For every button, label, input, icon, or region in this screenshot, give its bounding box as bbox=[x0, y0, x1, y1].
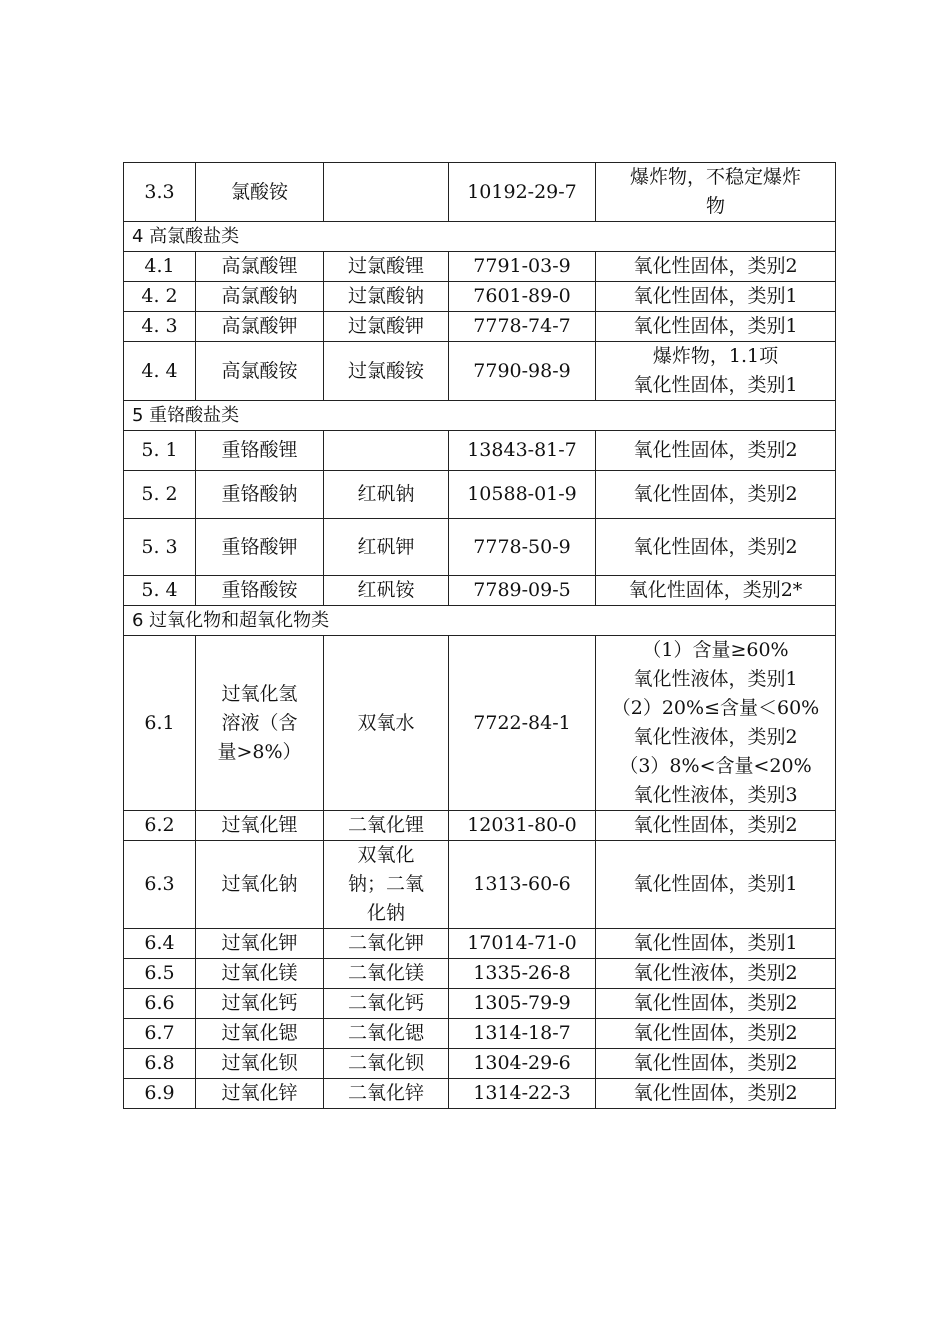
chemical-name-cell bbox=[196, 252, 324, 282]
hazard-class-cell bbox=[596, 252, 836, 282]
table-row bbox=[124, 1079, 836, 1109]
alias-cell bbox=[324, 519, 449, 576]
hazard-class-cell-line: 氧化性固体，类别1 bbox=[633, 374, 798, 396]
alias-cell-line: 双氧化 bbox=[357, 844, 415, 866]
alias-cell-line: 二氧化锶 bbox=[347, 1022, 424, 1044]
cas-number-cell: 1314-18-7 bbox=[449, 1019, 596, 1049]
hazard-class-cell bbox=[596, 519, 836, 576]
chemical-name-cell bbox=[196, 471, 324, 519]
chemical-name-cell-line: 高氯酸钠 bbox=[221, 285, 298, 307]
alias-cell-line: 过氯酸铵 bbox=[347, 359, 424, 382]
serial-number-cell: 4. 2 bbox=[124, 282, 196, 312]
chemical-name-cell-line: 重铬酸钾 bbox=[221, 535, 298, 558]
hazard-class-cell bbox=[596, 342, 836, 401]
hazard-class-cell-line: （3）8%<含量<20% bbox=[619, 755, 812, 777]
chemical-name-cell-line: 过氧化锶 bbox=[221, 1022, 298, 1044]
cas-number-cell: 13843-81-7 bbox=[449, 431, 596, 471]
chemical-name-cell-line: 高氯酸锂 bbox=[221, 255, 298, 277]
alias-cell-line: 双氧水 bbox=[357, 711, 415, 734]
table-row bbox=[124, 989, 836, 1019]
hazard-class-cell bbox=[596, 989, 836, 1019]
hazard-class-cell-line: （2）20%≤含量＜60% bbox=[611, 697, 820, 719]
cas-number-cell: 7778-50-9 bbox=[449, 519, 596, 576]
alias-cell bbox=[324, 841, 449, 929]
serial-number-cell: 4. 3 bbox=[124, 312, 196, 342]
chemical-name-cell bbox=[196, 1079, 324, 1109]
alias-cell-line: 二氧化锌 bbox=[347, 1082, 424, 1104]
table-row bbox=[124, 841, 836, 929]
hazard-class-cell bbox=[596, 1049, 836, 1079]
table-row bbox=[124, 1019, 836, 1049]
chemical-name-cell-line: 过氧化镁 bbox=[221, 962, 298, 984]
cas-number-cell: 1335-26-8 bbox=[449, 959, 596, 989]
serial-number-cell: 6.8 bbox=[124, 1049, 196, 1079]
hazard-class-cell-line: 爆炸物，1.1项 bbox=[652, 345, 779, 367]
category-row bbox=[124, 606, 836, 636]
category-heading: 5 重铬酸盐类 bbox=[124, 401, 836, 431]
hazard-class-cell-line: 氧化性固体，类别2 bbox=[633, 483, 798, 505]
chemical-name-cell-line: 高氯酸铵 bbox=[221, 359, 298, 382]
table-row bbox=[124, 959, 836, 989]
category-heading: 6 过氧化物和超氧化物类 bbox=[124, 606, 836, 636]
table-row bbox=[124, 431, 836, 471]
hazard-class-cell-line: 氧化性固体，类别2 bbox=[633, 535, 798, 558]
hazard-class-cell bbox=[596, 636, 836, 811]
alias-cell bbox=[324, 431, 449, 471]
chemical-name-cell bbox=[196, 576, 324, 606]
serial-number-cell: 6.2 bbox=[124, 811, 196, 841]
alias-cell bbox=[324, 312, 449, 342]
alias-cell bbox=[324, 1049, 449, 1079]
table-row bbox=[124, 471, 836, 519]
alias-cell bbox=[324, 282, 449, 312]
serial-number-cell: 6.6 bbox=[124, 989, 196, 1019]
chemical-name-cell-line: 重铬酸铵 bbox=[221, 579, 298, 601]
table-row bbox=[124, 252, 836, 282]
table-row bbox=[124, 576, 836, 606]
hazard-class-cell bbox=[596, 811, 836, 841]
hazard-class-cell-line: 氧化性固体，类别1 bbox=[633, 932, 798, 954]
chemical-name-cell-line: 过氧化锂 bbox=[221, 814, 298, 836]
cas-number-cell: 7791-03-9 bbox=[449, 252, 596, 282]
hazard-class-cell-line: 氧化性固体，类别1 bbox=[633, 873, 798, 895]
chemical-name-cell bbox=[196, 959, 324, 989]
alias-cell bbox=[324, 811, 449, 841]
hazard-class-cell bbox=[596, 312, 836, 342]
serial-number-cell: 5. 1 bbox=[124, 431, 196, 471]
serial-number-cell: 5. 4 bbox=[124, 576, 196, 606]
alias-cell-line: 二氧化钡 bbox=[347, 1052, 424, 1074]
hazard-class-cell-line: 氧化性固体，类别2 bbox=[633, 814, 798, 836]
alias-cell-line: 化钠 bbox=[366, 902, 405, 924]
serial-number-cell: 5. 3 bbox=[124, 519, 196, 576]
hazard-class-cell-line: 氧化性液体，类别1 bbox=[633, 668, 798, 690]
alias-cell-line: 红矾铵 bbox=[357, 579, 415, 601]
table-row bbox=[124, 163, 836, 222]
cas-number-cell: 17014-71-0 bbox=[449, 929, 596, 959]
chemical-name-cell bbox=[196, 811, 324, 841]
chemical-name-cell bbox=[196, 312, 324, 342]
chemical-name-cell-line: 过氧化钡 bbox=[221, 1052, 298, 1074]
hazard-class-cell bbox=[596, 282, 836, 312]
serial-number-cell: 6.5 bbox=[124, 959, 196, 989]
alias-cell-line: 二氧化镁 bbox=[347, 962, 424, 984]
table-row bbox=[124, 929, 836, 959]
serial-number-cell: 4.1 bbox=[124, 252, 196, 282]
cas-number-cell: 7778-74-7 bbox=[449, 312, 596, 342]
hazard-class-cell-line: 氧化性液体，类别2 bbox=[633, 726, 798, 748]
alias-cell bbox=[324, 1079, 449, 1109]
hazard-class-cell-line: 氧化性固体，类别2 bbox=[633, 1022, 798, 1044]
chemical-name-cell bbox=[196, 282, 324, 312]
cas-number-cell: 1314-22-3 bbox=[449, 1079, 596, 1109]
hazard-class-cell-line: （1）含量≥60% bbox=[642, 639, 789, 661]
alias-cell-line: 二氧化锂 bbox=[347, 814, 424, 836]
chemical-name-cell-line: 氯酸铵 bbox=[230, 180, 288, 203]
chemical-name-cell bbox=[196, 1049, 324, 1079]
category-row bbox=[124, 401, 836, 431]
cas-number-cell: 7789-09-5 bbox=[449, 576, 596, 606]
chemical-name-cell-line: 重铬酸锂 bbox=[221, 439, 298, 461]
chemical-name-cell bbox=[196, 519, 324, 576]
cas-number-cell: 10588-01-9 bbox=[449, 471, 596, 519]
category-row bbox=[124, 222, 836, 252]
hazard-class-cell bbox=[596, 471, 836, 519]
cas-number-cell: 10192-29-7 bbox=[449, 163, 596, 222]
chemical-name-cell bbox=[196, 636, 324, 811]
hazard-class-cell-line: 氧化性固体，类别2 bbox=[633, 1052, 798, 1074]
chemical-name-cell bbox=[196, 1019, 324, 1049]
hazard-class-cell-line: 氧化性固体，类别2 bbox=[633, 992, 798, 1014]
serial-number-cell: 4. 4 bbox=[124, 342, 196, 401]
chemical-name-cell-line: 过氧化钙 bbox=[221, 992, 298, 1014]
chemical-name-cell-line: 量>8%） bbox=[217, 740, 302, 763]
cas-number-cell: 7790-98-9 bbox=[449, 342, 596, 401]
serial-number-cell: 5. 2 bbox=[124, 471, 196, 519]
hazard-class-cell bbox=[596, 959, 836, 989]
chemical-name-cell-line: 过氧化钠 bbox=[221, 873, 298, 895]
table-row bbox=[124, 519, 836, 576]
hazard-class-cell-line: 氧化性固体，类别1 bbox=[633, 315, 798, 337]
alias-cell bbox=[324, 252, 449, 282]
chemical-name-cell-line: 高氯酸钾 bbox=[221, 315, 298, 337]
hazard-class-cell-line: 氧化性固体，类别1 bbox=[633, 285, 798, 307]
cas-number-cell: 1304-29-6 bbox=[449, 1049, 596, 1079]
chemical-name-cell bbox=[196, 342, 324, 401]
table-row bbox=[124, 342, 836, 401]
chemical-name-cell bbox=[196, 929, 324, 959]
hazard-class-cell-line: 氧化性固体，类别2* bbox=[628, 579, 803, 601]
alias-cell-line: 过氯酸锂 bbox=[347, 255, 424, 277]
alias-cell bbox=[324, 636, 449, 811]
cas-number-cell: 12031-80-0 bbox=[449, 811, 596, 841]
serial-number-cell: 6.3 bbox=[124, 841, 196, 929]
hazard-class-cell-line: 爆炸物，不稳定爆炸 bbox=[629, 166, 801, 188]
alias-cell bbox=[324, 929, 449, 959]
chemical-name-cell bbox=[196, 431, 324, 471]
chemical-name-cell bbox=[196, 163, 324, 222]
hazard-class-cell bbox=[596, 929, 836, 959]
hazard-class-cell bbox=[596, 1019, 836, 1049]
hazard-class-cell-line: 氧化性固体，类别2 bbox=[633, 1082, 798, 1104]
alias-cell-line: 钠；二氧 bbox=[347, 873, 424, 895]
alias-cell bbox=[324, 1019, 449, 1049]
serial-number-cell: 6.4 bbox=[124, 929, 196, 959]
cas-number-cell: 1313-60-6 bbox=[449, 841, 596, 929]
alias-cell-line: 红矾钠 bbox=[357, 483, 415, 505]
alias-cell bbox=[324, 959, 449, 989]
hazard-class-cell-line: 氧化性固体，类别2 bbox=[633, 439, 798, 461]
hazard-class-cell bbox=[596, 841, 836, 929]
chemical-name-cell-line: 过氧化锌 bbox=[221, 1082, 298, 1104]
alias-cell bbox=[324, 342, 449, 401]
serial-number-cell: 3.3 bbox=[124, 163, 196, 222]
serial-number-cell: 6.1 bbox=[124, 636, 196, 811]
hazardous-chemicals-table bbox=[123, 162, 836, 1109]
alias-cell-line: 二氧化钙 bbox=[347, 992, 424, 1014]
cas-number-cell: 1305-79-9 bbox=[449, 989, 596, 1019]
category-heading: 4 高氯酸盐类 bbox=[124, 222, 836, 252]
serial-number-cell: 6.9 bbox=[124, 1079, 196, 1109]
hazard-class-cell-line: 物 bbox=[705, 195, 725, 217]
table-row bbox=[124, 811, 836, 841]
table-row bbox=[124, 636, 836, 811]
alias-cell bbox=[324, 989, 449, 1019]
hazard-class-cell-line: 氧化性液体，类别2 bbox=[633, 962, 798, 984]
hazard-class-cell-line: 氧化性液体，类别3 bbox=[633, 784, 798, 806]
table-row bbox=[124, 312, 836, 342]
serial-number-cell: 6.7 bbox=[124, 1019, 196, 1049]
alias-cell-line: 过氯酸钠 bbox=[347, 285, 424, 307]
alias-cell bbox=[324, 576, 449, 606]
hazard-class-cell bbox=[596, 431, 836, 471]
chemical-name-cell bbox=[196, 841, 324, 929]
alias-cell bbox=[324, 163, 449, 222]
table-row bbox=[124, 282, 836, 312]
hazard-class-cell bbox=[596, 1079, 836, 1109]
chemical-name-cell-line: 过氧化氢 bbox=[221, 682, 298, 705]
table-row bbox=[124, 1049, 836, 1079]
alias-cell-line: 二氧化钾 bbox=[347, 932, 424, 954]
chemical-name-cell-line: 溶液（含 bbox=[221, 711, 298, 734]
cas-number-cell: 7601-89-0 bbox=[449, 282, 596, 312]
cas-number-cell: 7722-84-1 bbox=[449, 636, 596, 811]
alias-cell-line: 红矾钾 bbox=[357, 535, 415, 558]
hazard-class-cell bbox=[596, 163, 836, 222]
hazard-class-cell-line: 氧化性固体，类别2 bbox=[633, 255, 798, 277]
chemical-name-cell-line: 过氧化钾 bbox=[221, 932, 298, 954]
chemical-name-cell bbox=[196, 989, 324, 1019]
alias-cell-line: 过氯酸钾 bbox=[347, 315, 424, 337]
chemical-name-cell-line: 重铬酸钠 bbox=[221, 483, 298, 505]
hazard-class-cell bbox=[596, 576, 836, 606]
alias-cell bbox=[324, 471, 449, 519]
